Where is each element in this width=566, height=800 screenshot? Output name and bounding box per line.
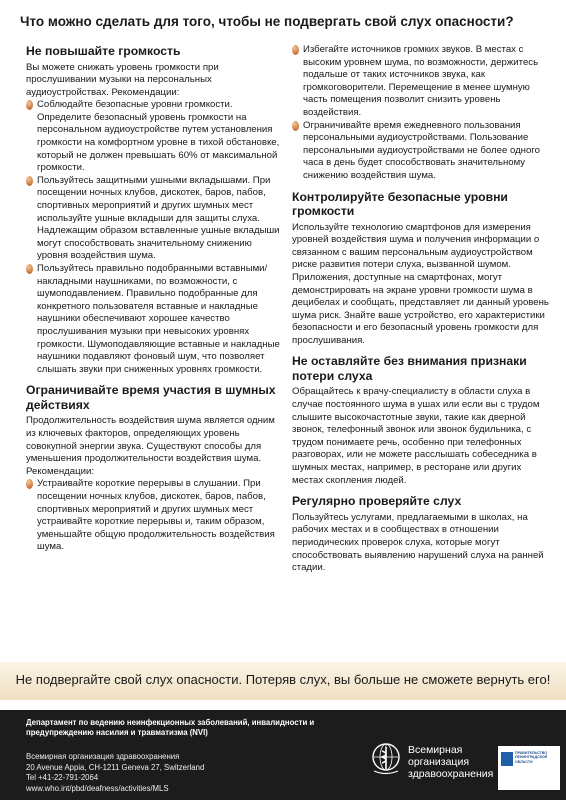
list-item-text: Ограничивайте время ежедневного пользования персональными аудиоустройствами. Пользование персональными аудиоустройствами не более одного часа в день будет способствовать значительному снижению воздействия шума.: [303, 119, 540, 181]
list-item: [26, 263, 284, 376]
footer-address-block: [26, 752, 286, 794]
list-item-text: Пользуйтесь правильно подобранными вставными/накладными наушниками, по возможности, с шумоподавлением. Правильно подобранные для конкретного пользователя вставные и накладные наушники обеспечивают хорошее качество прослушивания музыки при невысоких уровнях громкости. Шумоподавляющие вставные и накладные наушники подавляют фоновый шум, что позволяет слышать звуки при сниженных уровнях громкости.: [37, 263, 280, 375]
list-item: [26, 99, 284, 175]
list-item: [26, 478, 284, 554]
section-text: Пользуйтесь услугами, предлагаемыми в школах, на рабочих местах и в сообществах в отношении периодических проверок слуха, которые могут способствовать выявлению нарушений слуха на ранней стадии.: [292, 511, 544, 574]
section-intro: Вы можете снижать уровень громкости при прослушивании музыки на персональных аудиоустройствах. Рекомендации:: [26, 61, 219, 98]
bullet-icon: [292, 121, 299, 131]
bullet-icon: [292, 45, 299, 55]
partner-logo: [498, 746, 560, 790]
section-warning-signs: [292, 354, 554, 487]
section-heading: Контролируйте безопасные уровни громкости: [292, 189, 508, 219]
bullet-icon: [26, 479, 33, 489]
list-item-text: Пользуйтесь защитными ушными вкладышами. При посещении ночных клубов, дискотек, баров, пабов, спортивных мероприятий и других шумных мест используйте ушные вкладыши для защиты слуха. Надлежащим образом вставленные ушные вкладыши могут способствовать значительному снижению уровня воздействия шума.: [37, 174, 280, 262]
slogan-text: Не подвергайте свой слух опасности. Потеряв слух, вы больше не сможете вернуть его!: [15, 672, 551, 687]
section-text: Используйте технологию смартфонов для измерения уровней воздействия шума и получения информации о связанном с вашим персональным аудиоустройством риске развития потери слуха, вызванной шумом. Приложения, доступные на смартфонах, могут демонстрировать на экране уровни громкости шума в децибелах и сообщать, представляет ли данный уровень шума риск. Знайте ваше устройство, его характеристики безопасности и его безопасный уровень громкости для прослушивания.: [292, 221, 549, 346]
list-item: [292, 44, 554, 120]
section-monitor-levels: [292, 190, 554, 348]
section-volume: [26, 44, 284, 376]
section-heading: Регулярно проверяйте слух: [292, 494, 462, 509]
footer-address: 20 Avenue Appia, CH-1211 Geneva 27, Switzerland: [26, 762, 205, 772]
flag-icon: [501, 752, 513, 766]
section-continued-bullets: [292, 44, 554, 183]
list-item: [26, 175, 284, 263]
section-heading: Не оставляйте без внимания признаки потери слуха: [292, 354, 527, 383]
section-rec-label: Рекомендации:: [26, 465, 94, 477]
list-item: [292, 120, 554, 183]
who-name: Всемирная организация здравоохранения: [408, 744, 494, 780]
list-item-text: Устраивайте короткие перерывы в слушании. При посещении ночных клубов, дискотек, баров, пабов, спортивных мероприятий и других шумных мест устраивайте короткие перерывы и, таким образом, уменьшайте общую продолжительность воздействия шума.: [37, 478, 275, 553]
section-text: Обращайтесь к врачу-специалисту в области слуха в случае постоянного шума в ушах или если вы с трудом слышите высокочастотные звуки, такие как дверной звонок, телефонный звонок или звонок будильника, с трудом понимаете речь, особенно при телефонных разговорах, или не можете расслышать собеседника в шумных местах, например, в ресторане или других местах скопления людей.: [292, 386, 540, 486]
bullet-icon: [26, 100, 33, 110]
page-title: Что можно сделать для того, чтобы не подвергать свой слух опасности?: [20, 14, 514, 29]
footer-org: Всемирная организация здравоохранения: [26, 752, 180, 761]
bullet-icon: [26, 176, 33, 186]
section-intro: Продолжительность воздействия шума является одним из ключевых факторов, определяющих уровень совокупной энергии звука. Существуют способы для уменьшения продолжительности воздействия шума.: [26, 415, 275, 465]
section-heading: Ограничивайте время участия в шумных действиях: [26, 383, 276, 412]
section-limit-time: [26, 383, 284, 554]
section-heading: Не повышайте громкость: [26, 44, 181, 58]
bullet-icon: [26, 264, 33, 274]
section-check-hearing: [292, 494, 554, 574]
who-emblem-icon: [370, 742, 402, 776]
right-column: [292, 44, 554, 582]
footer-phone: Tel +41-22-791-2064: [26, 773, 99, 782]
footer: [0, 710, 566, 800]
footer-url[interactable]: www.who.int/pbd/deafness/activities/MLS: [26, 783, 169, 793]
list-item-text: Соблюдайте безопасные уровни громкости. Определите безопасный уровень громкости на персональном аудиоустройстве путем установления громкости на комфортном уровне в тихой обстановке, который не должен превышать 60% от максимальной громкости.: [37, 99, 280, 174]
partner-name: ПРАВИТЕЛЬСТВО ЛЕНИНГРАДСКОЙ ОБЛАСТИ: [515, 751, 548, 764]
footer-department: Департамент по ведению неинфекционных заболеваний, инвалидности и предупреждению насилия и травматизма (NVI): [26, 718, 315, 737]
left-column: [26, 44, 284, 561]
list-item-text: Избегайте источников громких звуков. В местах с высоким уровнем шума, по возможности, держитесь подальше от таких источников звука, как громкоговорители. Перемещение в менее шумную часть помещения позволит снизить уровень воздействия.: [303, 44, 539, 118]
